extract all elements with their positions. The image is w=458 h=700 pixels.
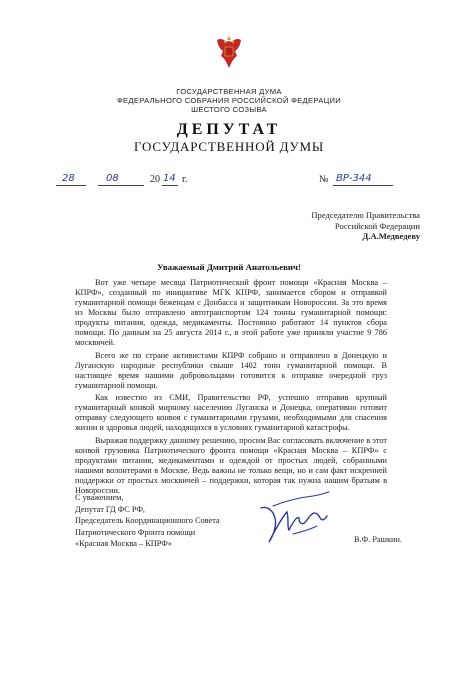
closing-line-5: «Красная Москва – КПРФ» [75,539,172,548]
closing-line-3: Председатель Координационного Совета [75,516,220,525]
body-paragraph: Вот уже четыре месяца Патриотический фронт помощи «Красная Москва – КПРФ», созданный по инициативе МГК КПРФ, занимается сбором и отправкой гуманитарной помощи беженцам с Донбасса и защитникам Новороссии. За это время из Москвы было отправлено автотранспортом 124 тонны гуманитарной помощи: продукты питания, одежда, медикаменты. Постоянно работают 14 пунктов сбора помощи. По данным на 25 августа 2014 г., в этой работе уже приняли участие 9 786 москвичей. [75,278,387,347]
date-year-suffix: 14 [163,173,176,184]
letter-body [75,278,387,499]
letterhead-title: ДЕПУТАТ [176,121,282,138]
addressee-name: Д.А.Медведеву [362,231,420,242]
date-number-row [0,172,458,192]
header-line-2: ФЕДЕРАЛЬНОГО СОБРАНИЯ РОССИЙСКОЙ ФЕДЕРАЦИИ [116,96,342,105]
handwritten-signature [253,486,333,546]
addressee-block [311,210,420,242]
body-paragraph: Как известно из СМИ, Правительство РФ, успешно отправив крупный гуманитарный конвой мирному населению Луганска и Донецка, оперативно готовит отправку следующего конвоя с гуманитарными грузами, необходимыми для спасения жизни и здоровья людей, находящихся в условиях гуманитарной катастрофы. [75,393,387,433]
coat-of-arms-icon [214,34,244,70]
date-year-underline [162,185,178,186]
date-day-underline [56,185,86,186]
closing-line-1: С уважением, [75,493,124,502]
doc-number-underline [333,185,393,186]
signer-name: В.Ф. Рашкин. [354,535,402,544]
body-paragraph: Всего же по стране активистами КПРФ собрано и отправлено в Донецкую и Луганскую народные республики свыше 1402 тонн гуманитарной помощи. В настоящее время нашими добровольцами готовится к отправке очередной груз гуманитарной помощи. [75,350,387,390]
date-year-unit: г. [182,174,188,185]
letterhead-subtitle: ГОСУДАРСТВЕННОЙ ДУМЫ [134,139,324,154]
salutation: Уважаемый Дмитрий Анатольевич! [157,262,301,272]
date-month: 08 [106,173,119,184]
doc-number-prefix: № [319,174,329,185]
closing-line-2: Депутат ГД ФС РФ, [75,504,145,514]
doc-number: ВР-344 [336,173,372,184]
closing-block [75,492,220,550]
date-day: 28 [62,173,75,184]
date-month-underline [98,185,144,186]
body-paragraph: Выражая поддержку данному решению, просим Вас согласовать включение в этот конвой грузовика Патриотического фронта помощи «Красная Москва – КПРФ» с продуктами питания, медикаментами и одеждой от простых людей, собранными нашими волонтерами в Москве. Ведь важны не только вещи, но и сам факт искренней поддержки от простых москвичей – поддержки, которая так нужна нашим братьям в Новороссии. [75,436,387,496]
addressee-line-1: Председателю Правительства [311,210,420,220]
header-line-1: ГОСУДАРСТВЕННАЯ ДУМА [176,87,282,96]
addressee-line-2: Российской Федерации [334,220,420,231]
header-line-3: ШЕСТОГО СОЗЫВА [191,105,267,114]
closing-line-4: Патриотического Фронта помощи [75,527,196,537]
date-year-prefix: 20 [150,174,160,185]
